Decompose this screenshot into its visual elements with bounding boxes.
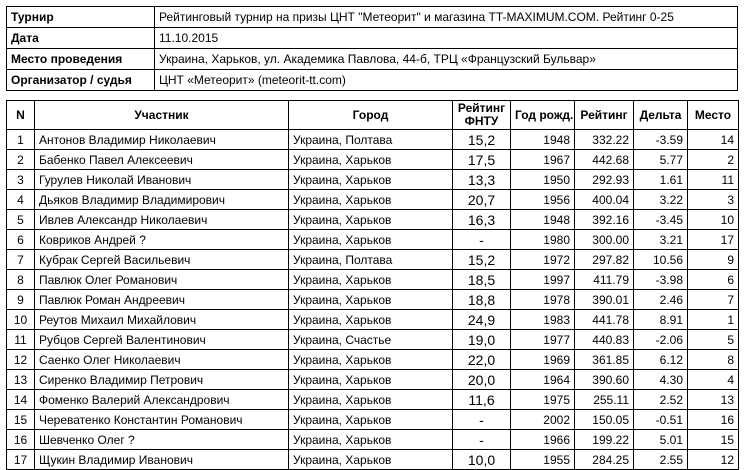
cell-number: 9 (7, 290, 35, 310)
cell-city: Украина, Харьков (289, 370, 453, 390)
info-label: Место проведения (7, 49, 155, 70)
cell-birth-year: 1975 (511, 390, 575, 410)
cell-delta: 8.91 (634, 310, 688, 330)
cell-birth-year: 1983 (511, 310, 575, 330)
cell-delta: 2.46 (634, 290, 688, 310)
cell-place: 13 (688, 390, 739, 410)
info-label: Организатор / судья (7, 70, 155, 91)
table-row (7, 370, 739, 390)
cell-fntu-rating: 13,3 (453, 170, 511, 190)
cell-city: Украина, Полтава (289, 130, 453, 150)
col-header-fntu-line2: ФНТУ (464, 114, 499, 128)
table-row (7, 350, 739, 370)
cell-birth-year: 1978 (511, 290, 575, 310)
info-row (7, 49, 738, 70)
cell-fntu-rating: 18,5 (453, 270, 511, 290)
cell-place: 9 (688, 250, 739, 270)
cell-delta: -2.06 (634, 330, 688, 350)
table-row (7, 410, 739, 430)
cell-city: Украина, Харьков (289, 170, 453, 190)
table-row (7, 390, 739, 410)
results-table (6, 100, 739, 470)
cell-number: 15 (7, 410, 35, 430)
cell-delta: 2.55 (634, 450, 688, 470)
cell-fntu-rating: 19,0 (453, 330, 511, 350)
info-value: Рейтинговый турнир на призы ЦНТ "Метеорит" и магазина TT-MAXIMUM.COM. Рейтинг 0-25 (155, 7, 738, 28)
cell-birth-year: 1948 (511, 130, 575, 150)
cell-place: 2 (688, 150, 739, 170)
cell-fntu-rating: 24,9 (453, 310, 511, 330)
cell-place: 5 (688, 330, 739, 350)
info-value: 11.10.2015 (155, 28, 738, 49)
cell-fntu-rating: - (453, 430, 511, 450)
col-header-delta: Дельта (634, 101, 688, 130)
col-header-participant: Участник (35, 101, 289, 130)
cell-birth-year: 1977 (511, 330, 575, 350)
cell-number: 6 (7, 230, 35, 250)
cell-birth-year: 1948 (511, 210, 575, 230)
info-value: ЦНТ «Метеорит» (meteorit-tt.com) (155, 70, 738, 91)
cell-rating: 199.22 (575, 430, 634, 450)
cell-city: Украина, Харьков (289, 450, 453, 470)
cell-number: 13 (7, 370, 35, 390)
cell-participant: Фоменко Валерий Александрович (35, 390, 289, 410)
cell-participant: Реутов Михаил Михайлович (35, 310, 289, 330)
cell-rating: 255.11 (575, 390, 634, 410)
table-row (7, 210, 739, 230)
cell-number: 7 (7, 250, 35, 270)
cell-fntu-rating: 22,0 (453, 350, 511, 370)
table-row (7, 310, 739, 330)
cell-participant: Щукин Владимир Иванович (35, 450, 289, 470)
cell-participant: Антонов Владимир Николаевич (35, 130, 289, 150)
cell-number: 3 (7, 170, 35, 190)
cell-participant: Ивлев Александр Николаевич (35, 210, 289, 230)
cell-city: Украина, Харьков (289, 290, 453, 310)
cell-city: Украина, Харьков (289, 210, 453, 230)
cell-fntu-rating: 15,2 (453, 250, 511, 270)
table-row (7, 190, 739, 210)
cell-city: Украина, Харьков (289, 390, 453, 410)
cell-place: 6 (688, 270, 739, 290)
cell-city: Украина, Харьков (289, 270, 453, 290)
cell-delta: -3.45 (634, 210, 688, 230)
cell-city: Украина, Харьков (289, 190, 453, 210)
cell-participant: Дьяков Владимир Владимирович (35, 190, 289, 210)
table-row (7, 250, 739, 270)
cell-number: 17 (7, 450, 35, 470)
cell-rating: 361.85 (575, 350, 634, 370)
info-row (7, 70, 738, 91)
col-header-n: N (7, 101, 35, 130)
cell-place: 10 (688, 210, 739, 230)
cell-participant: Павлюк Олег Романович (35, 270, 289, 290)
cell-place: 1 (688, 310, 739, 330)
cell-number: 10 (7, 310, 35, 330)
cell-place: 11 (688, 170, 739, 190)
cell-fntu-rating: 20,0 (453, 370, 511, 390)
cell-rating: 297.82 (575, 250, 634, 270)
col-header-fntu-line1: Рейтинг (457, 101, 506, 115)
cell-place: 4 (688, 370, 739, 390)
cell-participant: Ковриков Андрей ? (35, 230, 289, 250)
cell-fntu-rating: 20,7 (453, 190, 511, 210)
cell-rating: 392.16 (575, 210, 634, 230)
cell-fntu-rating: - (453, 230, 511, 250)
cell-place: 8 (688, 350, 739, 370)
cell-delta: 3.22 (634, 190, 688, 210)
cell-city: Украина, Полтава (289, 250, 453, 270)
cell-rating: 390.60 (575, 370, 634, 390)
cell-place: 3 (688, 190, 739, 210)
cell-place: 15 (688, 430, 739, 450)
cell-delta: -3.59 (634, 130, 688, 150)
cell-birth-year: 1997 (511, 270, 575, 290)
cell-delta: 5.77 (634, 150, 688, 170)
table-row (7, 290, 739, 310)
cell-fntu-rating: 17,5 (453, 150, 511, 170)
cell-number: 2 (7, 150, 35, 170)
cell-birth-year: 1967 (511, 150, 575, 170)
cell-place: 7 (688, 290, 739, 310)
table-row (7, 430, 739, 450)
cell-fntu-rating: 10,0 (453, 450, 511, 470)
table-row (7, 130, 739, 150)
cell-delta: 3.21 (634, 230, 688, 250)
cell-delta: -3.98 (634, 270, 688, 290)
table-row (7, 170, 739, 190)
cell-fntu-rating: - (453, 410, 511, 430)
cell-fntu-rating: 18,8 (453, 290, 511, 310)
cell-birth-year: 1955 (511, 450, 575, 470)
cell-city: Украина, Харьков (289, 410, 453, 430)
cell-rating: 411.79 (575, 270, 634, 290)
cell-rating: 332.22 (575, 130, 634, 150)
cell-place: 12 (688, 450, 739, 470)
cell-participant: Череватенко Константин Романович (35, 410, 289, 430)
cell-city: Украина, Харьков (289, 150, 453, 170)
cell-birth-year: 1950 (511, 170, 575, 190)
cell-fntu-rating: 11,6 (453, 390, 511, 410)
cell-rating: 390.01 (575, 290, 634, 310)
cell-rating: 442.68 (575, 150, 634, 170)
table-row (7, 230, 739, 250)
cell-rating: 440.83 (575, 330, 634, 350)
cell-participant: Рубцов Сергей Валентинович (35, 330, 289, 350)
cell-city: Украина, Харьков (289, 310, 453, 330)
col-header-place: Место (688, 101, 739, 130)
cell-city: Украина, Харьков (289, 350, 453, 370)
cell-number: 16 (7, 430, 35, 450)
cell-number: 5 (7, 210, 35, 230)
cell-number: 14 (7, 390, 35, 410)
cell-rating: 150.05 (575, 410, 634, 430)
cell-place: 14 (688, 130, 739, 150)
cell-birth-year: 1969 (511, 350, 575, 370)
info-row (7, 7, 738, 28)
cell-number: 12 (7, 350, 35, 370)
cell-participant: Павлюк Роман Андреевич (35, 290, 289, 310)
info-label: Дата (7, 28, 155, 49)
col-header-birth-year: Год рожд. (511, 101, 575, 130)
cell-birth-year: 1956 (511, 190, 575, 210)
info-label: Турнир (7, 7, 155, 28)
cell-rating: 300.00 (575, 230, 634, 250)
cell-delta: 6.12 (634, 350, 688, 370)
cell-delta: -0.51 (634, 410, 688, 430)
info-value: Украина, Харьков, ул. Академика Павлова, 44-б, ТРЦ «Французский Бульвар» (155, 49, 738, 70)
cell-fntu-rating: 16,3 (453, 210, 511, 230)
cell-rating: 292.93 (575, 170, 634, 190)
cell-participant: Кубрак Сергей Васильевич (35, 250, 289, 270)
cell-fntu-rating: 15,2 (453, 130, 511, 150)
results-header-row (7, 101, 739, 130)
cell-participant: Сиренко Владимир Петрович (35, 370, 289, 390)
cell-birth-year: 1964 (511, 370, 575, 390)
table-row (7, 150, 739, 170)
table-row (7, 330, 739, 350)
col-header-rating: Рейтинг (575, 101, 634, 130)
cell-number: 11 (7, 330, 35, 350)
cell-place: 17 (688, 230, 739, 250)
cell-delta: 1.61 (634, 170, 688, 190)
cell-rating: 284.25 (575, 450, 634, 470)
cell-birth-year: 2002 (511, 410, 575, 430)
table-row (7, 450, 739, 470)
col-header-fntu-rating (453, 101, 511, 130)
tournament-info-table (6, 6, 738, 91)
cell-birth-year: 1972 (511, 250, 575, 270)
info-row (7, 28, 738, 49)
table-row (7, 270, 739, 290)
cell-city: Украина, Счастье (289, 330, 453, 350)
cell-birth-year: 1966 (511, 430, 575, 450)
cell-delta: 2.52 (634, 390, 688, 410)
cell-participant: Саенко Олег Николаевич (35, 350, 289, 370)
cell-number: 1 (7, 130, 35, 150)
cell-rating: 400.04 (575, 190, 634, 210)
cell-number: 8 (7, 270, 35, 290)
cell-city: Украина, Харьков (289, 430, 453, 450)
cell-participant: Бабенко Павел Алексеевич (35, 150, 289, 170)
cell-delta: 10.56 (634, 250, 688, 270)
cell-participant: Гурулев Николай Иванович (35, 170, 289, 190)
cell-rating: 441.78 (575, 310, 634, 330)
cell-number: 4 (7, 190, 35, 210)
cell-place: 16 (688, 410, 739, 430)
col-header-city: Город (289, 101, 453, 130)
cell-delta: 4.30 (634, 370, 688, 390)
cell-birth-year: 1980 (511, 230, 575, 250)
cell-participant: Шевченко Олег ? (35, 430, 289, 450)
cell-city: Украина, Харьков (289, 230, 453, 250)
cell-delta: 5.01 (634, 430, 688, 450)
